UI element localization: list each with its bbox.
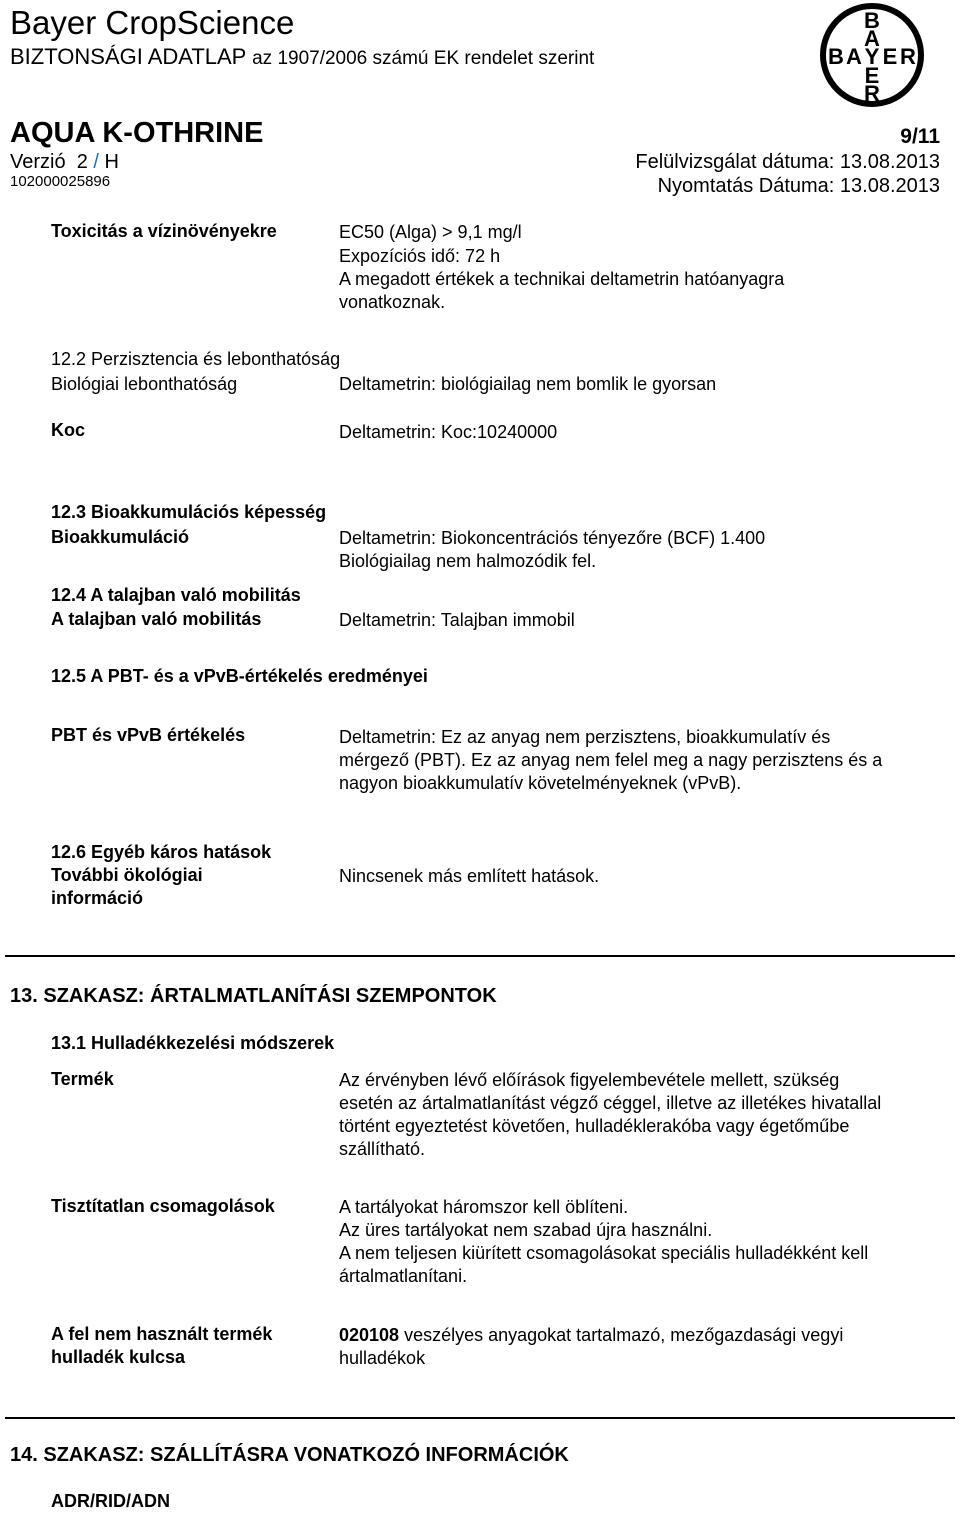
product-name: AQUA K-OTHRINE bbox=[10, 117, 264, 149]
toxicity-label: Toxicitás a vízinövényekre bbox=[51, 221, 277, 241]
regulation-text: az 1907/2006 számú EK rendelet szerint bbox=[252, 48, 595, 69]
section-12-2-title: 12.2 Perzisztencia és lebonthatóság bbox=[51, 349, 341, 369]
bioaccumulation-value-1: Deltametrin: Biokoncentrációs tényezőre (BCF) 1.400 bbox=[339, 528, 766, 548]
print-date: Nyomtatás Dátuma: 13.08.2013 bbox=[657, 175, 940, 197]
packaging-line-2: Az üres tartályokat nem szabad újra használni. bbox=[339, 1220, 713, 1240]
bayer-cross-logo-icon bbox=[818, 2, 926, 108]
product-code: 102000025896 bbox=[10, 173, 111, 190]
version-separator: / bbox=[93, 151, 99, 173]
toxicity-line-4: vonatkoznak. bbox=[339, 292, 446, 312]
section-14-title: 14. SZAKASZ: SZÁLLÍTÁSRA VONATKOZÓ INFORMÁCIÓK bbox=[10, 1444, 569, 1466]
other-eco-value: Nincsenek más említett hatások. bbox=[339, 866, 600, 886]
product-waste-line-3: történt egyeztetést követően, hulladéklerakóba vagy égetőműbe bbox=[339, 1116, 850, 1136]
waste-code-label-1: A fel nem használt termék bbox=[51, 1324, 273, 1344]
waste-code-desc: veszélyes anyagokat tartalmazó, mezőgazdasági vegyi bbox=[399, 1325, 844, 1345]
waste-code-label-2: hulladék kulcsa bbox=[51, 1347, 186, 1367]
sds-title bbox=[10, 44, 594, 72]
version-language: H bbox=[104, 151, 119, 173]
other-eco-label-1: További ökológiai bbox=[51, 865, 203, 885]
toxicity-line-2: Expozíciós idő: 72 h bbox=[339, 246, 501, 266]
version-label: Verzió bbox=[10, 151, 66, 173]
bioaccumulation-label: Bioakkumuláció bbox=[51, 527, 190, 547]
biodegradability-value: Deltametrin: biológiailag nem bomlik le gyorsan bbox=[339, 374, 717, 394]
toxicity-line-3: A megadott értékek a technikai deltametrin hatóanyagra bbox=[339, 269, 785, 289]
logo-letter-a2: A bbox=[846, 44, 862, 69]
section-12-6-title: 12.6 Egyéb káros hatások bbox=[51, 842, 272, 862]
packaging-line-1: A tartályokat háromszor kell öblíteni. bbox=[339, 1197, 629, 1217]
soil-mobility-value: Deltametrin: Talajban immobil bbox=[339, 610, 575, 630]
bioaccumulation-value-2: Biológiailag nem halmozódik fel. bbox=[339, 551, 597, 571]
section-13-1-title: 13.1 Hulladékkezelési módszerek bbox=[51, 1033, 335, 1053]
product-waste-line-1: Az érvényben lévő előírások figyelembevétele mellett, szükség bbox=[339, 1070, 840, 1090]
pbt-line-2: mérgező (PBT). Ez az anyag nem felel meg a nagy perzisztens és a bbox=[339, 750, 883, 770]
packaging-line-3: A nem teljesen kiürített csomagolásokat speciális hulladékként kell bbox=[339, 1243, 869, 1263]
biodegradability-label: Biológiai lebonthatóság bbox=[51, 374, 238, 394]
koc-value: Deltametrin: Koc:10240000 bbox=[339, 422, 558, 442]
review-date: Felülvizsgálat dátuma: 13.08.2013 bbox=[635, 151, 940, 173]
section-12-3-title: 12.3 Bioakkumulációs képesség bbox=[51, 502, 327, 522]
soil-mobility-label: A talajban való mobilitás bbox=[51, 609, 262, 629]
packaging-line-4: ártalmatlanítani. bbox=[339, 1266, 468, 1286]
waste-code-line-1 bbox=[339, 1324, 843, 1347]
other-eco-label-2: információ bbox=[51, 888, 144, 908]
section-divider bbox=[5, 955, 955, 957]
section-14-sub-title: ADR/RID/ADN bbox=[51, 1491, 170, 1511]
pbt-line-3: nagyon bioakkumulatív követelményeknek (vPvB). bbox=[339, 773, 742, 793]
logo-letter-left: B bbox=[828, 44, 844, 69]
logo-letter-bottom: R bbox=[864, 81, 880, 106]
packaging-label: Tisztítatlan csomagolások bbox=[51, 1196, 275, 1216]
pbt-line-1: Deltametrin: Ez az anyag nem perzisztens, bioakkumulatív és bbox=[339, 727, 831, 747]
section-12-4-title: 12.4 A talajban való mobilitás bbox=[51, 585, 301, 605]
page-number: 9/11 bbox=[900, 125, 940, 148]
product-waste-line-2: esetén az ártalmatlanítást végző céggel, illetve az illetékes hivatallal bbox=[339, 1093, 882, 1113]
logo-letter-a: A bbox=[864, 26, 880, 51]
version-info bbox=[10, 150, 119, 174]
company-name: Bayer CropScience bbox=[10, 4, 295, 41]
logo-letter-e: E bbox=[864, 63, 880, 88]
version-number: 2 bbox=[76, 151, 88, 173]
section-13-title: 13. SZAKASZ: ÁRTALMATLANÍTÁSI SZEMPONTOK bbox=[10, 985, 497, 1007]
product-waste-label: Termék bbox=[51, 1069, 114, 1089]
koc-label: Koc bbox=[51, 420, 86, 440]
section-12-5-title: 12.5 A PBT- és a vPvB-értékelés eredményei bbox=[51, 666, 428, 686]
toxicity-line-1: EC50 (Alga) > 9,1 mg/l bbox=[339, 222, 522, 242]
waste-code: 020108 bbox=[339, 1325, 400, 1345]
logo-letter-y: Y bbox=[864, 44, 880, 69]
sds-title-text: BIZTONSÁGI ADATLAP bbox=[10, 44, 246, 69]
logo-letter-e2: E bbox=[882, 44, 898, 69]
pbt-label: PBT és vPvB értékelés bbox=[51, 725, 246, 745]
section-divider-2 bbox=[5, 1417, 955, 1419]
logo-letter-top: B bbox=[864, 8, 880, 33]
logo-letter-right: R bbox=[900, 44, 916, 69]
waste-code-line-2: hulladékok bbox=[339, 1348, 426, 1368]
product-waste-line-4: szállítható. bbox=[339, 1139, 426, 1159]
